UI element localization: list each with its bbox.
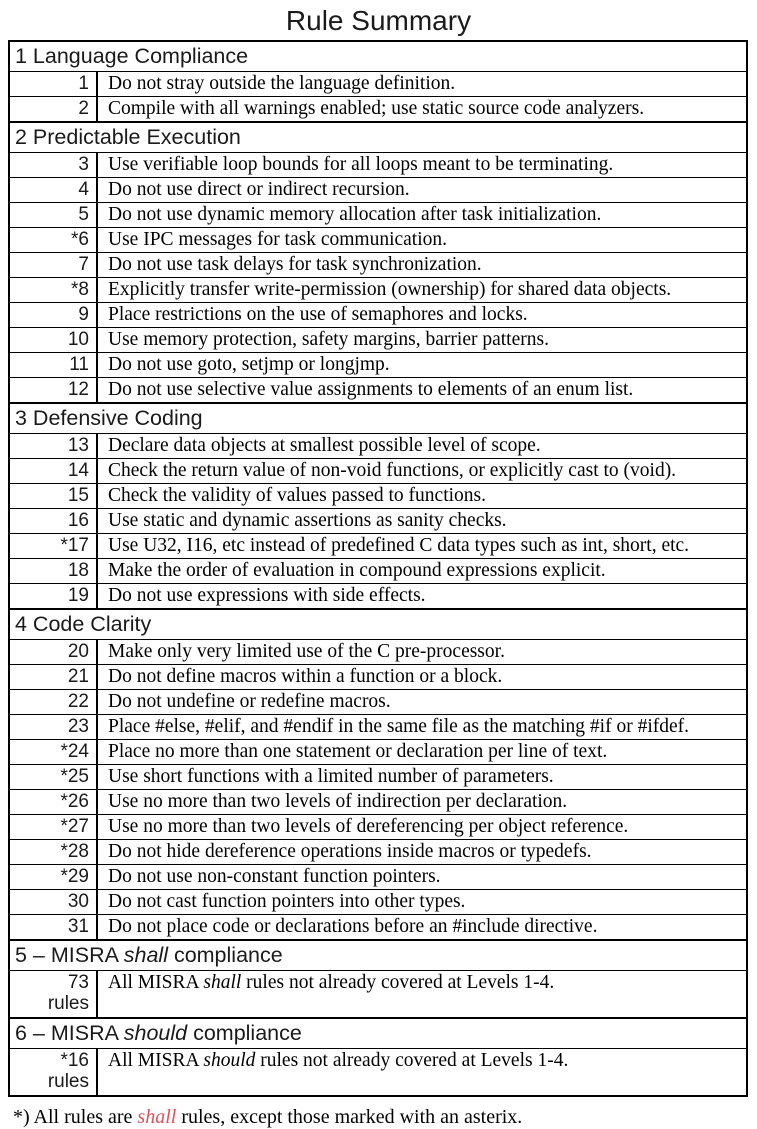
emphasized-word: should — [203, 1050, 256, 1071]
rule-number-value: 3 — [78, 154, 89, 175]
rule-number — [10, 640, 98, 664]
rule-text — [98, 790, 746, 814]
rule-number — [10, 815, 98, 839]
rule-text — [98, 915, 746, 939]
text-segment: *) All rules are — [13, 1106, 138, 1128]
rule-text — [98, 484, 746, 508]
text-segment: Make only very limited use of the C pre-processor. — [108, 641, 505, 662]
rule-text — [98, 328, 746, 352]
rule-row — [10, 302, 746, 327]
rule-row — [10, 714, 746, 739]
rule-number-unit: rules — [47, 993, 89, 1014]
rule-number — [10, 840, 98, 864]
rule-number-value: 18 — [67, 560, 89, 581]
rule-number-value: *29 — [60, 866, 89, 887]
rule-number-value: 31 — [67, 916, 89, 937]
rule-row — [10, 533, 746, 558]
rule-number-value: 1 — [78, 73, 89, 94]
rule-number-value: *8 — [71, 279, 89, 300]
rule-number — [10, 665, 98, 689]
text-segment: Explicitly transfer write-permission (ownership) for shared data objects. — [108, 279, 672, 300]
rule-number — [10, 584, 98, 608]
text-segment: Place #else, #elif, and #endif in the same file as the matching #if or #ifdef. — [108, 716, 690, 737]
rule-number-value: 20 — [67, 641, 89, 662]
rule-number-value: 2 — [78, 98, 89, 119]
text-segment: compliance — [167, 943, 283, 967]
text-segment: Use U32, I16, etc instead of predefined C data types such as int, short, etc. — [108, 535, 690, 556]
text-segment: 5 – MISRA — [15, 943, 124, 967]
rule-number-value: 9 — [78, 304, 89, 325]
rule-number — [10, 765, 98, 789]
rule-row — [10, 277, 746, 302]
rule-number-value: *25 — [60, 766, 89, 787]
rule-text — [98, 434, 746, 458]
text-segment: Declare data objects at smallest possible level of scope. — [108, 435, 541, 456]
rule-row — [10, 377, 746, 402]
rule-number-value: 22 — [67, 691, 89, 712]
rule-number — [10, 203, 98, 227]
rule-number — [10, 178, 98, 202]
rule-row — [10, 252, 746, 277]
text-segment: rules not already covered at Levels 1-4. — [255, 1050, 569, 1071]
rule-text — [98, 584, 746, 608]
rule-text — [98, 228, 746, 252]
section-header — [10, 1017, 746, 1048]
rule-number — [10, 509, 98, 533]
rule-text — [98, 278, 746, 302]
section-header — [10, 939, 746, 970]
rule-number — [10, 378, 98, 402]
rule-number — [10, 328, 98, 352]
text-segment: Place no more than one statement or declaration per line of text. — [108, 741, 608, 762]
text-segment: Do not use direct or indirect recursion. — [108, 179, 410, 200]
section-header — [10, 402, 746, 433]
rule-number-value: 23 — [67, 716, 89, 737]
rule-number — [10, 253, 98, 277]
rule-number-value: *16 — [60, 1050, 89, 1071]
rule-text — [98, 815, 746, 839]
footnote — [13, 1106, 757, 1129]
text-segment: Do not use selective value assignments to elements of an enum list. — [108, 379, 634, 400]
text-segment: Use IPC messages for task communication. — [108, 229, 448, 250]
text-segment: 2 Predictable Execution — [15, 125, 241, 149]
rule-number-value: 12 — [67, 379, 89, 400]
rule-number — [10, 72, 98, 96]
rule-number-value: 19 — [67, 585, 89, 606]
text-segment: 1 Language Compliance — [15, 44, 249, 68]
rule-text — [98, 765, 746, 789]
rule-number — [10, 740, 98, 764]
text-segment: Do not use task delays for task synchronization. — [108, 254, 482, 275]
section-header — [10, 42, 746, 71]
rule-number-value: 5 — [78, 204, 89, 225]
text-segment: 3 Defensive Coding — [15, 406, 203, 430]
text-segment: Place restrictions on the use of semaphores and locks. — [108, 304, 528, 325]
rule-number-value: 16 — [67, 510, 89, 531]
rule-text — [98, 715, 746, 739]
rule-row — [10, 689, 746, 714]
rule-row — [10, 889, 746, 914]
rule-number-value: 30 — [67, 891, 89, 912]
rules-table — [8, 40, 748, 1097]
text-segment: 6 – MISRA — [15, 1021, 124, 1045]
emphasized-word: shall — [123, 943, 168, 967]
text-segment: 4 Code Clarity — [15, 612, 152, 636]
text-segment: Do not hide dereference operations inside macros or typedefs. — [108, 841, 592, 862]
text-segment: Use memory protection, safety margins, barrier patterns. — [108, 329, 549, 350]
text-segment: All MISRA — [108, 1050, 204, 1071]
rule-row — [10, 583, 746, 608]
text-segment: Use no more than two levels of dereferencing per object reference. — [108, 816, 629, 837]
rule-row — [10, 639, 746, 664]
rule-number — [10, 559, 98, 583]
text-segment: Do not stray outside the language definition. — [108, 73, 456, 94]
rule-row — [10, 152, 746, 177]
rule-row — [10, 508, 746, 533]
rule-text — [98, 253, 746, 277]
rule-text — [98, 865, 746, 889]
rule-row — [10, 814, 746, 839]
rule-row — [10, 839, 746, 864]
rule-text — [98, 509, 746, 533]
rule-number — [10, 459, 98, 483]
rule-row — [10, 227, 746, 252]
rule-row — [10, 789, 746, 814]
rule-text — [98, 740, 746, 764]
rule-number-value: 73 — [67, 972, 89, 993]
text-segment: Do not use dynamic memory allocation after task initialization. — [108, 204, 602, 225]
rule-number — [10, 890, 98, 914]
rule-number — [10, 715, 98, 739]
emphasized-word: should — [123, 1021, 188, 1045]
rule-text — [98, 1049, 746, 1095]
emphasized-word: shall — [137, 1106, 177, 1128]
page-title: Rule Summary — [285, 5, 472, 36]
rule-number-value: 4 — [78, 179, 89, 200]
rule-number-value: 14 — [67, 460, 89, 481]
text-segment: Check the return value of non-void functions, or explicitly cast to (void). — [108, 460, 677, 481]
rule-number — [10, 97, 98, 121]
rule-number-value: *17 — [60, 535, 89, 556]
text-segment: Make the order of evaluation in compound expressions explicit. — [108, 560, 606, 581]
rule-text — [98, 971, 746, 1017]
rule-number — [10, 484, 98, 508]
text-segment: compliance — [187, 1021, 302, 1045]
rule-number — [10, 153, 98, 177]
rule-row — [10, 433, 746, 458]
rule-text — [98, 378, 746, 402]
rule-number — [10, 534, 98, 558]
rule-number-value: 15 — [67, 485, 89, 506]
rule-row — [10, 1048, 746, 1095]
rule-row — [10, 177, 746, 202]
rule-number — [10, 228, 98, 252]
rule-text — [98, 303, 746, 327]
text-segment: Use verifiable loop bounds for all loops meant to be terminating. — [108, 154, 614, 175]
rule-number-value: *27 — [60, 816, 89, 837]
rule-text — [98, 353, 746, 377]
rule-number — [10, 971, 98, 1017]
rule-number-value: *28 — [60, 841, 89, 862]
rule-text — [98, 459, 746, 483]
rule-number — [10, 1049, 98, 1095]
rule-number-value: 11 — [69, 354, 89, 375]
rule-row — [10, 764, 746, 789]
rule-row — [10, 327, 746, 352]
rule-row — [10, 864, 746, 889]
rule-number-unit: rules — [47, 1071, 89, 1092]
rule-text — [98, 534, 746, 558]
rule-text — [98, 559, 746, 583]
rule-text — [98, 840, 746, 864]
rule-text — [98, 97, 746, 121]
rule-row — [10, 558, 746, 583]
rule-number — [10, 434, 98, 458]
rule-number-value: *24 — [60, 741, 89, 762]
text-segment: Do not place code or declarations before an #include directive. — [108, 916, 598, 937]
text-segment: Use static and dynamic assertions as sanity checks. — [108, 510, 507, 531]
rule-number-value: 21 — [67, 666, 89, 687]
rule-number — [10, 915, 98, 939]
text-segment: Use short functions with a limited number of parameters. — [108, 766, 554, 787]
text-segment: Do not use non-constant function pointers. — [108, 866, 441, 887]
rule-text — [98, 72, 746, 96]
rule-number-value: *6 — [71, 229, 89, 250]
text-segment: Do not cast function pointers into other types. — [108, 891, 466, 912]
text-segment: Do not use expressions with side effects. — [108, 585, 426, 606]
rule-number — [10, 353, 98, 377]
emphasized-word: shall — [203, 972, 242, 993]
text-segment: Do not define macros within a function or a block. — [108, 666, 503, 687]
rule-text — [98, 153, 746, 177]
rule-number-value: 13 — [67, 435, 89, 456]
rule-text — [98, 890, 746, 914]
rule-row — [10, 202, 746, 227]
rule-number-value: *26 — [60, 791, 89, 812]
rule-row — [10, 483, 746, 508]
rule-number — [10, 278, 98, 302]
rule-text — [98, 665, 746, 689]
rule-number — [10, 790, 98, 814]
rule-row — [10, 970, 746, 1017]
rule-text — [98, 640, 746, 664]
text-segment: rules not already covered at Levels 1-4. — [241, 972, 555, 993]
section-header — [10, 608, 746, 639]
rule-text — [98, 203, 746, 227]
text-segment: Compile with all warnings enabled; use static source code analyzers. — [108, 98, 645, 119]
rule-text — [98, 178, 746, 202]
text-segment: Do not undefine or redefine macros. — [108, 691, 391, 712]
text-segment: Check the validity of values passed to functions. — [108, 485, 487, 506]
rule-number-value: 10 — [67, 329, 89, 350]
rule-row — [10, 96, 746, 121]
rule-row — [10, 664, 746, 689]
rule-row — [10, 71, 746, 96]
rule-number — [10, 303, 98, 327]
rule-row — [10, 914, 746, 939]
rule-number — [10, 690, 98, 714]
rule-number — [10, 865, 98, 889]
text-segment: rules, except those marked with an asterix. — [176, 1106, 523, 1128]
rule-number-value: 7 — [78, 254, 89, 275]
rule-text — [98, 690, 746, 714]
text-segment: All MISRA — [108, 972, 204, 993]
rule-row — [10, 458, 746, 483]
text-segment: Do not use goto, setjmp or longjmp. — [108, 354, 390, 375]
section-header — [10, 121, 746, 152]
rule-row — [10, 739, 746, 764]
text-segment: Use no more than two levels of indirection per declaration. — [108, 791, 568, 812]
rule-row — [10, 352, 746, 377]
